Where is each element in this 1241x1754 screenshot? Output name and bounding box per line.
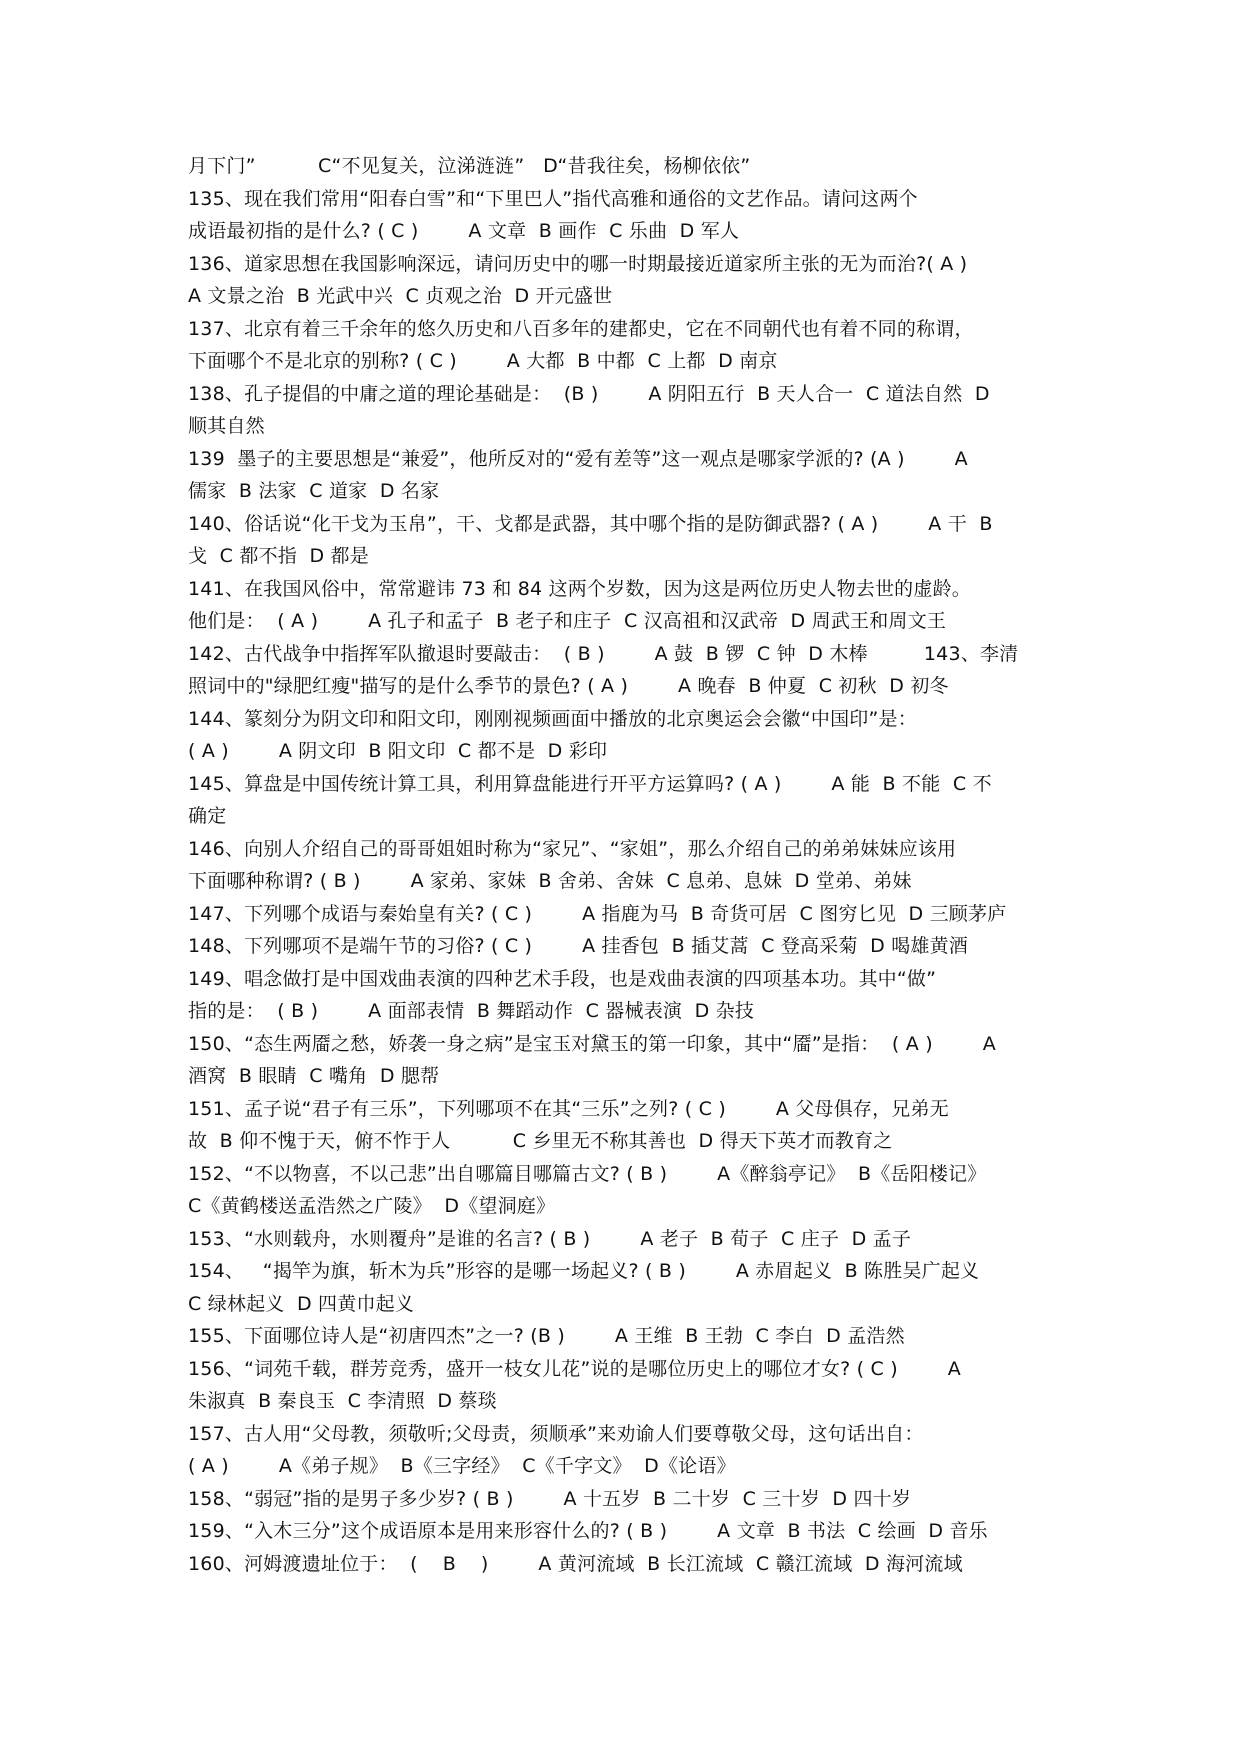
text-line: 152、“不以物喜，不以己悲”出自哪篇目哪篇古文? ( B ) A《醉翁亭记》 B《岳阳楼记》 [188, 1162, 987, 1185]
text-line: 139 墨子的主要思想是“兼爱”，他所反对的“爱有差等”这一观点是哪家学派的? (A ) A [188, 447, 968, 470]
text-line: 157、古人用“父母教，须敬听;父母责，须顺承”来劝谕人们要尊敬父母，这句话出自： [188, 1422, 924, 1445]
text-line: 儒家 B 法家 C 道家 D 名家 [188, 480, 440, 502]
text-line: 戈 C 都不指 D 都是 [188, 545, 369, 567]
text-line: 他们是： ( A ) A 孔子和孟子 B 老子和庄子 C 汉高祖和汉武帝 D 周武王和周文王 [188, 610, 947, 632]
text-line: 140、俗话说“化干戈为玉帛”，干、戈都是武器，其中哪个指的是防御武器? ( A ) A 干 B [188, 512, 993, 535]
text-line: 142、古代战争中指挥军队撤退时要敲击： ( B ) A 鼓 B 锣 C 钟 D 木棒 143、李清 [188, 642, 1019, 665]
text-line: 149、唱念做打是中国戏曲表演的四种艺术手段，也是戏曲表演的四项基本功。其中“做” [188, 967, 937, 990]
text-line: C《黄鹤楼送孟浩然之广陵》 D《望洞庭》 [188, 1195, 556, 1217]
text-line: 顺其自然 [188, 415, 265, 437]
text-line: ( A ) A 阴文印 B 阳文印 C 都不是 D 彩印 [188, 740, 608, 762]
document-text-block [188, 150, 1068, 1580]
text-line: 144、篆刻分为阴文印和阳文印，刚刚视频画面中播放的北京奥运会会徽“中国印”是： [188, 707, 917, 730]
text-line: 朱淑真 B 秦良玉 C 李清照 D 蔡琰 [188, 1390, 497, 1412]
text-line: 146、向别人介绍自己的哥哥姐姐时称为“家兄”、“家姐”，那么介绍自己的弟弟妹妹应该用 [188, 837, 957, 860]
text-line: 确定 [188, 805, 227, 827]
text-line: 145、算盘是中国传统计算工具，利用算盘能进行开平方运算吗? ( A ) A 能 B 不能 C 不 [188, 772, 992, 795]
text-line: 138、孔子提倡的中庸之道的理论基础是： (B ) A 阴阳五行 B 天人合一 C 道法自然 D [188, 382, 990, 405]
text-line: 141、在我国风俗中，常常避讳 73 和 84 这两个岁数，因为这是两位历史人物去世的虚龄。 [188, 577, 971, 600]
text-line: 150、“态生两靥之愁，娇袭一身之病”是宝玉对黛玉的第一印象，其中“靥”是指： ( A ) A [188, 1032, 996, 1055]
text-line: 154、 “揭竿为旗，斩木为兵”形容的是哪一场起义? ( B ) A 赤眉起义 B 陈胜吴广起义 [188, 1260, 980, 1282]
text-line: 156、“词苑千载，群芳竞秀，盛开一枝女儿花”说的是哪位历史上的哪位才女? ( C ) A [188, 1357, 961, 1380]
text-line: 153、“水则载舟，水则覆舟”是谁的名言? ( B ) A 老子 B 荀子 C 庄子 D 孟子 [188, 1227, 912, 1250]
text-line: 下面哪个不是北京的别称? ( C ) A 大都 B 中都 C 上都 D 南京 [188, 350, 778, 372]
text-line: 160、河姆渡遗址位于： ( B ) A 黄河流域 B 长江流域 C 赣江流域 D 海河流域 [188, 1552, 963, 1575]
text-line: 指的是： ( B ) A 面部表情 B 舞蹈动作 C 器械表演 D 杂技 [188, 1000, 755, 1022]
text-line: 155、下面哪位诗人是“初唐四杰”之一? (B ) A 王维 B 王勃 C 李白 D 孟浩然 [188, 1325, 905, 1347]
text-line: ( A ) A《弟子规》 B《三字经》 C《千字文》 D《论语》 [188, 1455, 736, 1477]
text-line: 147、下列哪个成语与秦始皇有关? ( C ) A 指鹿为马 B 奇货可居 C 图穷匕见 D 三顾茅庐 [188, 902, 1007, 925]
text-line: 136、道家思想在我国影响深远，请问历史中的哪一时期最接近道家所主张的无为而治?( A ) [188, 252, 968, 275]
text-line: 148、下列哪项不是端午节的习俗? ( C ) A 挂香包 B 插艾蒿 C 登高采菊 D 喝雄黄酒 [188, 935, 969, 957]
text-line: 酒窝 B 眼睛 C 嘴角 D 腮帮 [188, 1065, 440, 1087]
text-line: 下面哪种称谓? ( B ) A 家弟、家妹 B 舍弟、舍妹 C 息弟、息妹 D 堂弟、弟妹 [188, 870, 912, 892]
text-line: 137、北京有着三千余年的悠久历史和八百多年的建都史，它在不同朝代也有着不同的称谓， [188, 317, 974, 340]
text-line: 158、“弱冠”指的是男子多少岁? ( B ) A 十五岁 B 二十岁 C 三十岁 D 四十岁 [188, 1487, 912, 1510]
text-line: 月下门” C“不见复关，泣涕涟涟” D“昔我往矣，杨柳依依” [188, 155, 751, 177]
text-line: A 文景之治 B 光武中兴 C 贞观之治 D 开元盛世 [188, 285, 613, 307]
text-line: 成语最初指的是什么? ( C ) A 文章 B 画作 C 乐曲 D 军人 [188, 220, 740, 242]
text-line: 151、孟子说“君子有三乐”，下列哪项不在其“三乐”之列? ( C ) A 父母俱存，兄弟无 [188, 1097, 949, 1120]
text-line: C 绿林起义 D 四黄巾起义 [188, 1292, 415, 1315]
text-line: 照词中的"绿肥红瘦"描写的是什么季节的景色? ( A ) A 晚春 B 仲夏 C 初秋 D 初冬 [188, 675, 949, 697]
text-line: 159、“入木三分”这个成语原本是用来形容什么的? ( B ) A 文章 B 书法 C 绘画 D 音乐 [188, 1520, 988, 1542]
text-line: 135、现在我们常用“阳春白雪”和“下里巴人”指代高雅和通俗的文艺作品。请问这两个 [188, 187, 918, 210]
text-line: 故 B 仰不愧于天，俯不怍于人 C 乡里无不称其善也 D 得天下英才而教育之 [188, 1130, 893, 1152]
